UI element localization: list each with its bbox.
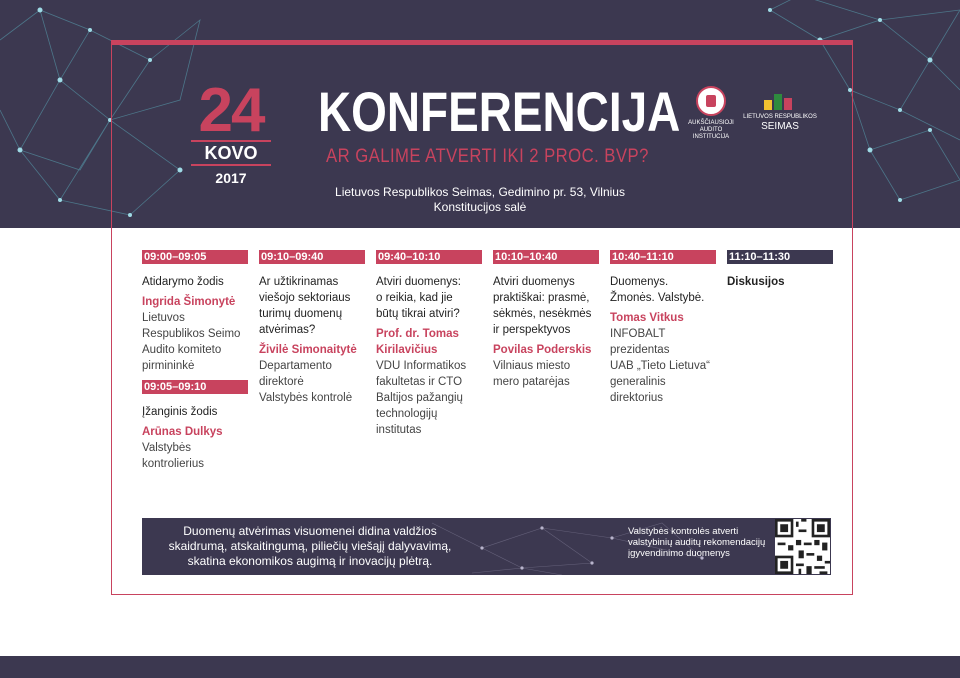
speaker-role — [142, 440, 248, 472]
speaker-role-line: Lietuvos — [142, 312, 185, 324]
conference-title: KONFERENCIJA — [318, 80, 681, 143]
seimas-logo-line1: LIETUVOS RESPUBLIKOS — [743, 114, 817, 120]
talk-title-line: Žmonės. Valstybė. — [610, 292, 705, 304]
time-slot: 11:10–11:30 — [727, 250, 833, 264]
talk-title-line: būtų tikrai atviri? — [376, 308, 460, 320]
time-slot: 09:40–10:10 — [376, 250, 482, 264]
talk-title — [376, 274, 482, 322]
schedule-column — [727, 250, 833, 294]
qr-code-icon — [775, 519, 830, 574]
speaker-name — [259, 342, 365, 358]
talk-title-line: Diskusijos — [727, 276, 785, 288]
footer-message-line1: Duomenų atvėrimas visuomenei didina valdžios — [183, 524, 437, 538]
speaker-name-line: Živilė Simonaitytė — [259, 344, 357, 356]
speaker-role — [142, 310, 248, 374]
speaker-role-line: kontrolierius — [142, 458, 204, 470]
speaker-role-line: fakultetas ir CTO — [376, 376, 463, 388]
speaker-name — [142, 294, 248, 310]
schedule-column — [376, 250, 482, 438]
speaker-role-line: Valstybės — [142, 442, 192, 454]
speaker-role-line: direktorius — [610, 392, 664, 404]
audit-institution-logo — [682, 86, 740, 141]
speaker-role-line: Respublikos Seimo — [142, 328, 241, 340]
event-day: 24 — [198, 76, 264, 145]
talk-title — [142, 274, 248, 290]
speaker-role-line: Audito komiteto — [142, 344, 222, 356]
time-slot: 09:00–09:05 — [142, 250, 248, 264]
seimas-emblem-icon — [760, 86, 800, 110]
footer-message-line2: skaidrumą, atskaitingumą, piliečių viešąjį dalyvavimą, — [168, 539, 452, 553]
footer-message — [150, 524, 470, 569]
conference-subtitle: AR GALIME ATVERTI IKI 2 PROC. BVP? — [326, 146, 649, 167]
speaker-name-line: Povilas Poderskis — [493, 344, 592, 356]
speaker-role-line: direktorė — [259, 376, 304, 388]
speaker-role — [259, 358, 365, 406]
speaker-role — [493, 358, 599, 390]
qr-caption-line2: valstybinių auditų rekomendacijų — [628, 537, 766, 548]
seimas-logo-line2: SEIMAS — [761, 121, 799, 132]
speaker-role — [376, 358, 482, 438]
talk-title — [727, 274, 833, 290]
footer-banner — [142, 518, 774, 575]
speaker-name-line: Kirilavičius — [376, 344, 438, 356]
talk-title-line: turimų duomenų — [259, 308, 343, 320]
speaker-role-line: VDU Informatikos — [376, 360, 467, 372]
speaker-role-line: mero patarėjas — [493, 376, 570, 388]
schedule-column — [259, 250, 365, 406]
speaker-role-line: generalinis — [610, 376, 666, 388]
footer-message-line3: skatina ekonomikos augimą ir inovacijų plėtrą. — [187, 554, 433, 568]
time-slot: 09:05–09:10 — [142, 380, 248, 394]
speaker-role-line: Vilniaus miesto — [493, 360, 571, 372]
talk-title-line: praktiškai: prasmė, — [493, 292, 590, 304]
seimas-logo — [738, 86, 822, 132]
event-month: KOVO — [204, 143, 258, 163]
speaker-role — [610, 326, 716, 406]
speaker-name — [142, 424, 248, 440]
schedule-column — [493, 250, 599, 390]
qr-caption-line1: Valstybės kontrolės atverti — [628, 526, 739, 537]
talk-title-line: Atidarymo žodis — [142, 276, 224, 288]
footer-qr-caption — [628, 526, 772, 559]
speaker-role-line: UAB „Tieto Lietuva“ — [610, 360, 710, 372]
schedule-column — [610, 250, 716, 406]
talk-title — [610, 274, 716, 306]
speaker-role-line: institutas — [376, 424, 422, 436]
venue-address: Lietuvos Respublikos Seimas, Gedimino pr. 53, Vilnius — [335, 185, 625, 199]
time-slot: 09:10–09:40 — [259, 250, 365, 264]
talk-title-line: Įžanginis žodis — [142, 406, 218, 418]
audit-logo-line2: AUDITO INSTITUCIJA — [692, 127, 730, 140]
speaker-name-line: Tomas Vitkus — [610, 312, 684, 324]
venue-hall: Konstitucijos salė — [433, 200, 527, 214]
speaker-role-line: pirmininkė — [142, 360, 195, 372]
talk-title-line: ir perspektyvos — [493, 324, 571, 336]
talk-title-line: Atviri duomenys: — [376, 276, 462, 288]
time-slot: 10:10–10:40 — [493, 250, 599, 264]
qr-code[interactable] — [774, 518, 831, 575]
talk-title — [259, 274, 365, 338]
qr-caption-line3: įgyvendinimo duomenys — [628, 548, 730, 559]
time-slot: 10:40–11:10 — [610, 250, 716, 264]
audit-logo-line1: AUKŠČIAUSIOJI — [688, 120, 734, 126]
speaker-role-line: technologijų — [376, 408, 438, 420]
venue — [280, 185, 680, 215]
talk-title-line: sėkmės, nesėkmės — [493, 308, 592, 320]
speaker-role-line: Valstybės kontrolė — [259, 392, 353, 404]
schedule-sub-block — [142, 380, 248, 472]
talk-title-line: Ar užtikrinamas — [259, 276, 339, 288]
speaker-name-line: Arūnas Dulkys — [142, 426, 223, 438]
talk-title-line: Atviri duomenys — [493, 276, 575, 288]
talk-title — [493, 274, 599, 338]
speaker-role-line: Departamento — [259, 360, 332, 372]
talk-title-line: viešojo sektoriaus — [259, 292, 351, 304]
talk-title-line: Duomenys. — [610, 276, 669, 288]
event-year: 2017 — [215, 170, 247, 186]
speaker-name — [610, 310, 716, 326]
bottom-band — [0, 656, 960, 678]
speaker-name-line: Prof. dr. Tomas — [376, 328, 459, 340]
speaker-name — [493, 342, 599, 358]
speaker-role-line: INFOBALT — [610, 328, 666, 340]
schedule-column — [142, 250, 248, 472]
talk-title-line: atvėrimas? — [259, 324, 316, 336]
audit-emblem-icon — [696, 86, 726, 116]
speaker-name-line: Ingrida Šimonytė — [142, 296, 236, 308]
talk-title — [142, 404, 248, 420]
talk-title-line: o reikia, kad jie — [376, 292, 453, 304]
speaker-name — [376, 326, 482, 358]
speaker-role-line: prezidentas — [610, 344, 670, 356]
speaker-role-line: Baltijos pažangių — [376, 392, 463, 404]
